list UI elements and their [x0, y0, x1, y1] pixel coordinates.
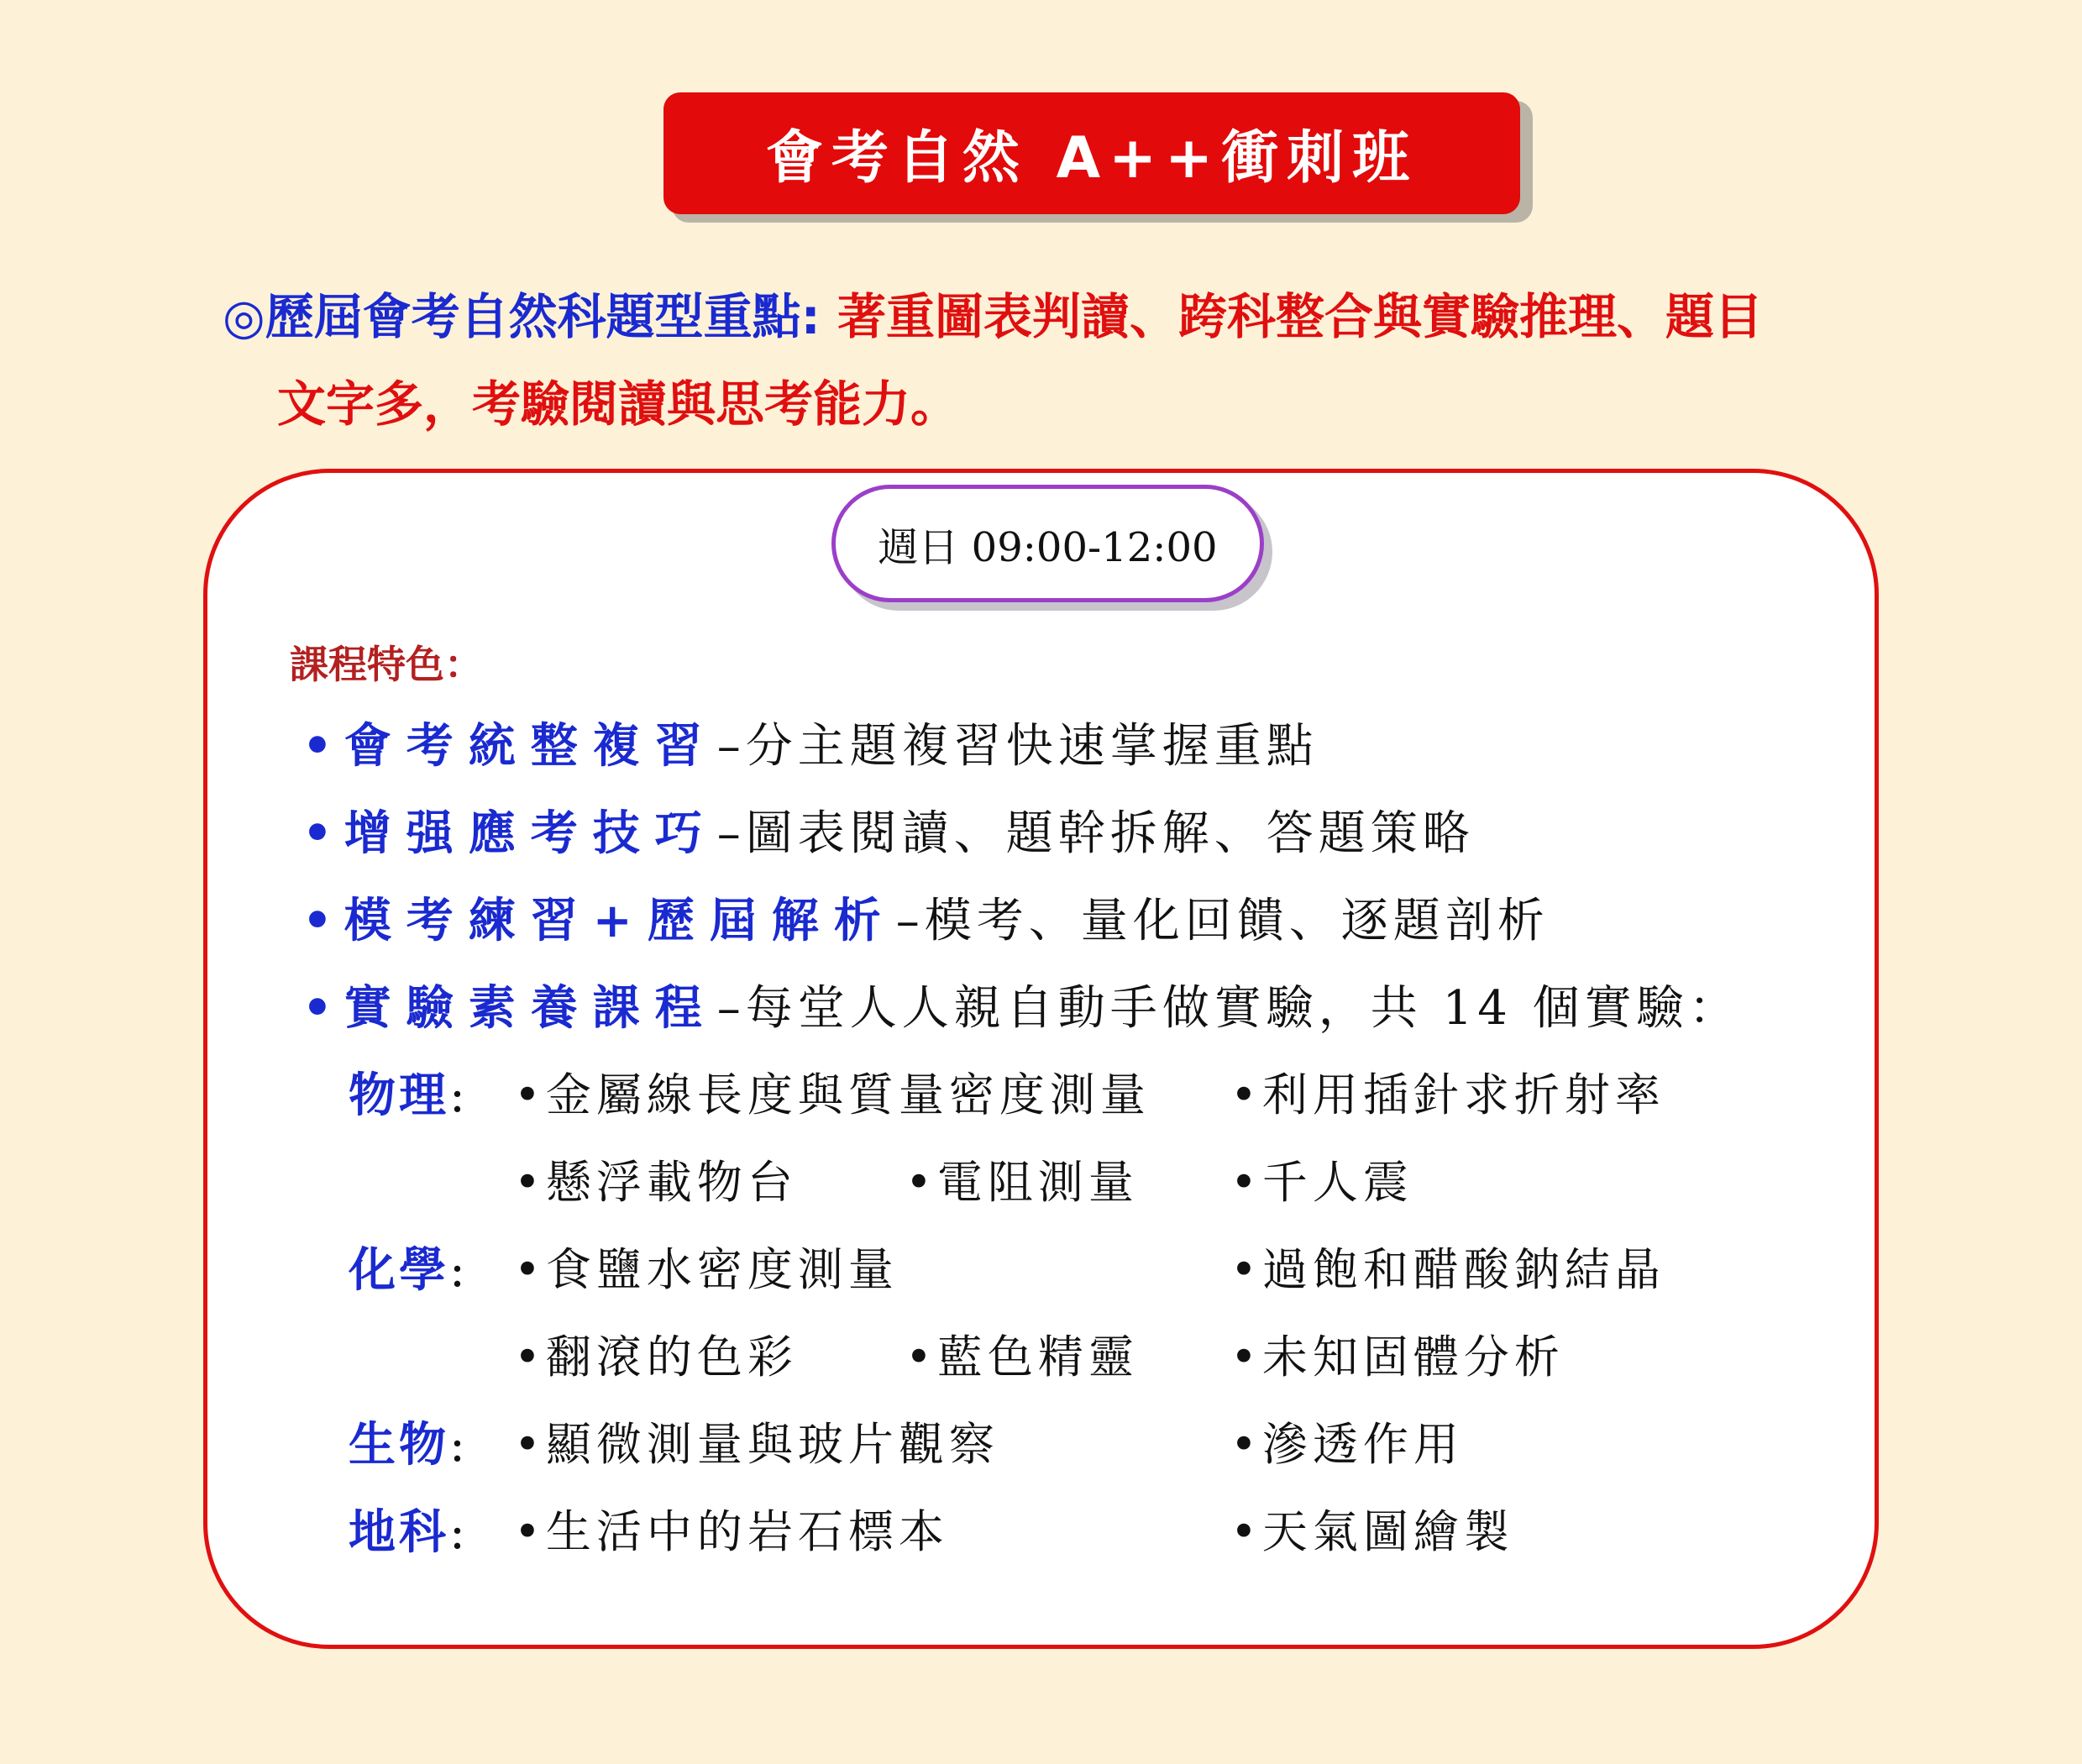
schedule-time: 週日 09:00-12:00 — [878, 523, 1218, 571]
experiment-item: •未知固體分析 — [1230, 1331, 1565, 1383]
feature-item — [302, 800, 1475, 867]
bullet-icon: • — [302, 980, 333, 1036]
feature-desc: –分主題複習快速掌握重點 — [716, 719, 1319, 774]
category-physics-label: 物理 — [349, 1068, 449, 1123]
category-colon: : — [449, 1505, 469, 1560]
category-colon: : — [449, 1243, 469, 1298]
features-label: 課程特色： — [290, 642, 483, 687]
page-title: 會考自然 A++衝刺班 — [765, 125, 1419, 192]
experiment-item: •金屬線長度與質量密度測量 — [514, 1068, 1151, 1121]
experiment-item: •天氣圖繪製 — [1230, 1505, 1514, 1558]
experiment-item: •懸浮載物台 — [514, 1156, 798, 1209]
feature-title: 會考統整複習 — [344, 718, 717, 774]
feature-item — [302, 712, 1319, 780]
intro-prefix: ◎歷屆會考自然科題型重點: — [223, 288, 837, 345]
bullet-icon: • — [302, 893, 333, 948]
feature-title: 模考練習+歷屆解析 — [344, 893, 896, 948]
category-colon: : — [449, 1418, 469, 1473]
experiment-item: •滲透作用 — [1230, 1418, 1464, 1471]
category-physics — [349, 1062, 469, 1129]
bullet-icon: • — [302, 718, 333, 774]
experiment-item: •電阻測量 — [905, 1156, 1139, 1209]
feature-desc: –圖表閱讀、題幹拆解、答題策略 — [716, 806, 1475, 861]
intro-line-2 — [223, 360, 1919, 448]
feature-item — [302, 974, 1741, 1042]
category-chemistry-label: 化學 — [349, 1242, 449, 1298]
intro-emphasis-1: 著重圖表判讀、跨科整合與實驗推理、題目 — [837, 288, 1764, 345]
feature-desc: –每堂人人親自動手做實驗，共 14 個實驗： — [716, 981, 1741, 1036]
bullet-icon: • — [302, 806, 333, 861]
experiment-item: •食鹽水密度測量 — [514, 1243, 899, 1296]
experiment-item: •翻滾的色彩 — [514, 1331, 798, 1383]
intro-emphasis-2: 文字多，考驗閱讀與思考能力。 — [277, 375, 960, 433]
feature-item — [302, 887, 1550, 954]
experiment-item: •千人震 — [1230, 1156, 1413, 1209]
intro-paragraph — [223, 273, 1919, 448]
feature-title: 增强應考技巧 — [344, 806, 717, 861]
category-earth-label: 地科 — [349, 1504, 449, 1560]
experiment-item: •利用插針求折射率 — [1230, 1068, 1665, 1121]
experiment-item: •過飽和醋酸鈉結晶 — [1230, 1243, 1665, 1296]
category-biology — [349, 1411, 469, 1478]
feature-desc: –模考、量化回饋、逐題剖析 — [895, 894, 1550, 948]
category-colon: : — [449, 1068, 469, 1123]
category-earth-science — [349, 1499, 469, 1566]
schedule-pill — [831, 485, 1264, 602]
experiment-item: •藍色精靈 — [905, 1331, 1139, 1383]
category-chemistry — [349, 1236, 469, 1304]
title-banner — [663, 92, 1520, 214]
category-biology-label: 生物 — [349, 1417, 449, 1473]
experiment-item: •顯微測量與玻片觀察 — [514, 1418, 999, 1471]
feature-title: 實驗素養課程 — [344, 980, 717, 1036]
experiment-item: •生活中的岩石標本 — [514, 1505, 949, 1558]
intro-line-1 — [223, 273, 1919, 360]
